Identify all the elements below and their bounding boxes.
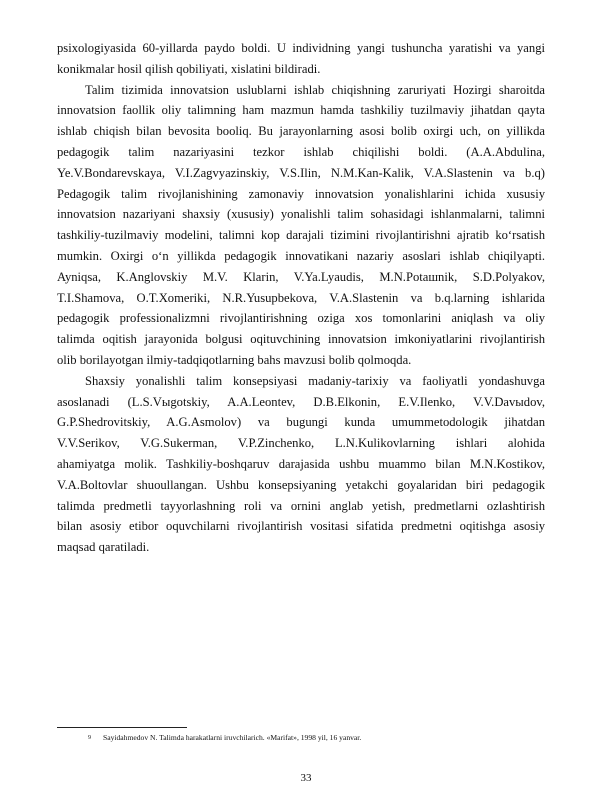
text-line: V.A.Boltovlar shuoullangan. Ushbu konsepsiyaning yetakchi goyalaridan biri pedagogik <box>57 477 545 492</box>
body-text <box>57 38 545 558</box>
text-line: Ayniqsa, K.Anglovskiy M.V. Klarin, V.Ya.Lyaudis, M.N.Potaшnik, S.D.Polyakov, <box>57 269 545 284</box>
text-line: innovatsion nazariyani shaxsiy (xususiy) yonalishli talim sohasidagi ishlanmalarni, talimni <box>57 207 545 222</box>
text-line: ahamiyatga molik. Tashkiliy-boshqaruv darajasida ushbu muammo bilan M.N.Kostikov, <box>57 456 545 471</box>
footnote-marker: 9 <box>88 735 91 741</box>
footnote-text: Sayidahmedov N. Talimda harakatlarni iruvchilarich. «Marifat», 1998 yil, 16 yanvar. <box>103 733 362 742</box>
text-line: Shaxsiy yonalishli talim konsepsiyasi madaniy-tarixiy va faoliyatli yondashuvga <box>85 373 545 388</box>
text-line: Ye.V.Bondarevskaya, V.I.Zagvyazinskiy, V.S.Ilin, N.M.Kan-Kalik, V.A.Slastenin va b.q) <box>57 165 545 180</box>
text-line: pedagogik talim nazariyasini tezkor ishlab chiqilishi boldi. (A.A.Abdulina, <box>57 144 545 159</box>
text-line: talimda predmetli tayyorlashning roli va ornini anglab yetish, predmetlarni ozlashtirish <box>57 498 545 513</box>
text-line: olib borilayotgan ilmiy-tadqiqotlarning bahs mavzusi bolib qolmoqda. <box>57 352 412 367</box>
text-line: ishlab chiqish bilan bevosita booliq. Bu jarayonlarning asosi bolib oxirgi uch, on yillikda <box>57 124 545 139</box>
text-line: Talim tizimida innovatsion uslublarni ishlab chiqishning zaruriyati Hozirgi sharoitda <box>85 82 545 97</box>
text-line: maqsad qaratiladi. <box>57 540 150 555</box>
text-line: tashkiliy-tuzilmaviy modelini, talimni kop darajali tizimini rivojlantirishni ajratib ko‘rsatish <box>57 228 545 243</box>
text-line: innovatsion faollik oliy talimning ham mazmun hamda tashkiliy tuzilmaviy jihatdan qayta <box>57 103 545 118</box>
text-line: asoslanadi (L.S.Vыgotskiy, A.A.Leontev, D.B.Elkonin, E.V.Ilenko, V.V.Davыdov, <box>57 394 545 409</box>
text-line: T.I.Shamova, O.T.Xomeriki, N.R.Yusupbekova, V.A.Slastenin va b.q.larning ishlarida <box>57 290 545 305</box>
text-line: psixologiyasida 60-yillarda paydo boldi. U individning yangi tushuncha yaratishi va yangi <box>57 41 545 55</box>
footnote <box>57 733 545 743</box>
footnote-divider <box>57 727 187 728</box>
text-line: G.P.Shedrovitskiy, A.G.Asmolov) va bugungi kunda umummetodologik jihatdan <box>57 415 545 430</box>
text-line: Pedagogik talim rivojlanishining zamonaviy innovatsion yonalishlarini ichida xususiy <box>57 186 545 201</box>
text-line: V.V.Serikov, V.G.Sukerman, V.P.Zinchenko, L.N.Kulikovlarning ishlari alohida <box>57 436 545 451</box>
text-line: mumkin. Oxirgi o‘n yillikda pedagogik innovatikani nazariy asoslari ishlab chiqilyapti. <box>57 248 545 263</box>
text-line: bilan asosiy etibor oquvchilarni rivojlantirish vositasi sifatida predmetni oqitishga asosiy <box>57 519 545 534</box>
page-number: 33 <box>300 772 312 784</box>
text-line: konikmalar hosil qilish qobiliyati, xislatini bildiradi. <box>57 61 321 76</box>
text-line: talimda oqitish jarayonida bolgusi oqituvchining innovatsion imkoniyatlarini rivojlantirish <box>57 332 545 347</box>
text-line: pedagogik professionalizmni rivojlantirishning oziga xos tomonlarini aniqlash va oliy <box>57 311 545 326</box>
